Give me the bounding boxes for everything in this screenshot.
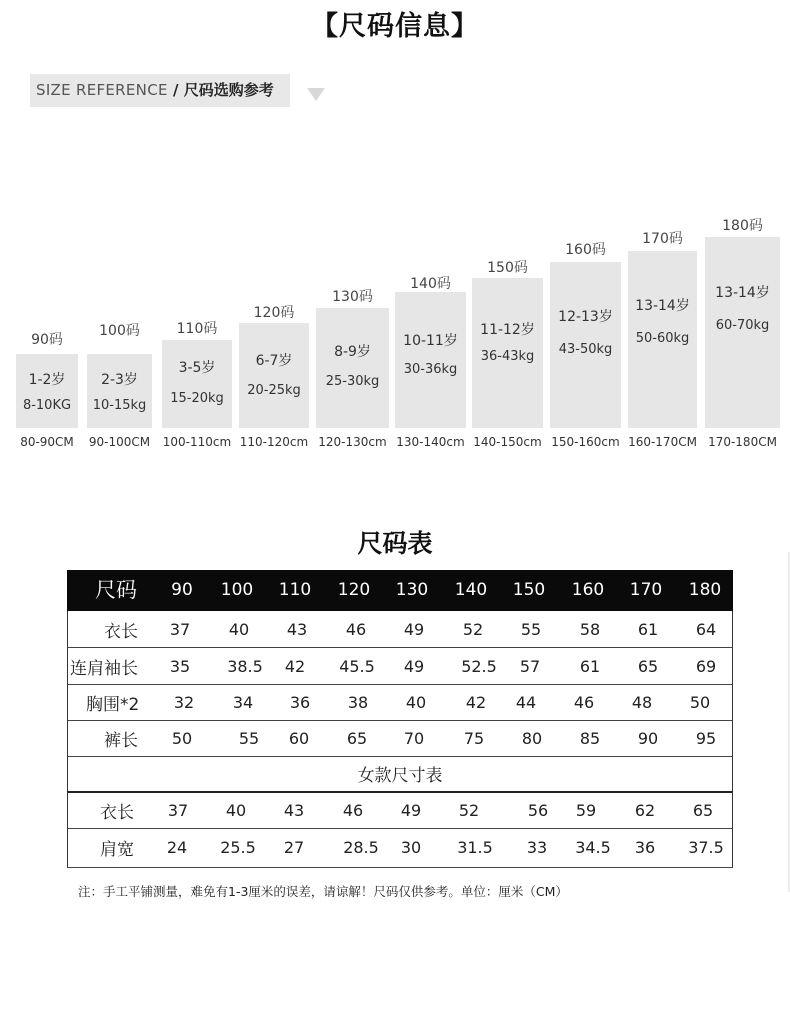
size-box [239, 323, 309, 428]
table-cell: 52 [462, 619, 484, 639]
table-cell: 42 [465, 692, 487, 712]
table-cell: 59 [575, 800, 597, 820]
size-label: 90码 [31, 332, 63, 348]
weight-range: 10-15kg [92, 398, 147, 413]
size-label: 180码 [722, 218, 763, 234]
table-cell: 55 [520, 619, 542, 639]
header-size-cell: 130 [395, 580, 429, 600]
table-cell: 50 [171, 728, 193, 748]
size-table-title: 尺码表 [357, 529, 433, 558]
age-range: 1-2岁 [28, 372, 66, 388]
height-range: 100-110cm [162, 435, 232, 449]
height-range: 110-120cm [239, 435, 309, 449]
age-range: 8-9岁 [334, 344, 371, 360]
women-size-banner [67, 756, 733, 791]
header-size-cell: 120 [337, 580, 371, 600]
age-range: 13-14岁 [635, 298, 690, 314]
weight-range: 50-60kg [635, 331, 690, 346]
height-range: 150-160cm [551, 435, 620, 449]
table-cell: 52.5 [461, 656, 497, 676]
table-cell: 42 [284, 656, 306, 676]
age-range: 6-7岁 [255, 353, 293, 369]
weight-range: 43-50kg [558, 342, 613, 357]
height-range: 80-90CM [20, 435, 74, 449]
table-cell: 31.5 [457, 838, 493, 857]
table-cell: 38.5 [227, 656, 263, 676]
size-box [162, 340, 232, 428]
table-cell: 45.5 [339, 656, 375, 676]
row-divider [67, 867, 733, 868]
table-cell: 27 [283, 838, 305, 857]
table-cell: 85 [579, 728, 601, 748]
age-range: 3-5岁 [178, 360, 216, 376]
size-column [87, 0, 152, 460]
table-cell: 40 [405, 692, 427, 712]
table-cell: 65 [637, 656, 659, 676]
header-size-label: 尺码 [95, 578, 137, 602]
weight-range: 25-30kg [325, 374, 380, 389]
size-label: 130码 [332, 289, 373, 305]
table-cell: 48 [631, 692, 653, 712]
age-range: 13-14岁 [715, 285, 770, 301]
size-box [16, 354, 78, 428]
row-label: 胸围*2 [86, 694, 140, 715]
table-cell: 24 [166, 838, 188, 857]
table-cell: 37.5 [688, 838, 724, 857]
size-column [395, 0, 466, 460]
table-cell: 43 [286, 619, 308, 639]
table-cell: 65 [346, 728, 368, 748]
table-cell: 46 [573, 692, 595, 712]
table-row [67, 611, 733, 647]
weight-range: 8-10KG [22, 398, 72, 413]
table-cell: 40 [225, 800, 247, 820]
size-column [705, 0, 780, 460]
table-cell: 36 [289, 692, 311, 712]
height-range: 160-170CM [628, 435, 697, 449]
table-cell: 30 [400, 838, 422, 857]
size-column [472, 0, 543, 460]
table-cell: 58 [579, 619, 601, 639]
table-cell: 43 [283, 800, 305, 820]
table-cell: 90 [637, 728, 659, 748]
row-label: 衣长 [100, 802, 134, 823]
table-cell: 56 [527, 800, 549, 820]
height-range: 130-140cm [396, 435, 465, 449]
weight-range: 60-70kg [715, 318, 770, 333]
header-size-cell: 140 [454, 580, 488, 600]
table-cell: 49 [403, 619, 425, 639]
table-header [67, 570, 733, 611]
size-table [67, 570, 733, 868]
table-cell: 57 [519, 656, 541, 676]
weight-range: 20-25kg [247, 383, 301, 398]
table-cell: 44 [515, 692, 537, 712]
size-column [239, 0, 309, 460]
row-label: 裤长 [104, 730, 138, 751]
table-cell: 36 [634, 838, 656, 857]
size-label: 170码 [642, 231, 683, 247]
table-cell: 70 [403, 728, 425, 748]
table-cell: 69 [695, 656, 717, 676]
table-row [67, 648, 733, 684]
size-box [316, 308, 389, 428]
table-cell: 46 [345, 619, 367, 639]
height-range: 140-150cm [473, 435, 542, 449]
size-label: 160码 [565, 242, 606, 258]
table-cell: 95 [695, 728, 717, 748]
women-size-title: 女款尺寸表 [357, 766, 443, 786]
table-cell: 37 [167, 800, 189, 820]
table-cell: 62 [634, 800, 656, 820]
size-column [316, 0, 389, 460]
table-cell: 28.5 [343, 838, 379, 857]
table-row [67, 684, 733, 720]
table-cell: 60 [288, 728, 310, 748]
size-label: 110码 [176, 321, 218, 337]
table-cell: 50 [689, 692, 711, 712]
table-cell: 49 [400, 800, 422, 820]
size-label: 150码 [487, 260, 528, 276]
table-row [67, 720, 733, 756]
size-reference-separator: / [167, 81, 184, 99]
age-range: 10-11岁 [403, 333, 458, 349]
table-row [67, 792, 733, 828]
table-cell: 61 [637, 619, 659, 639]
table-cell: 33 [526, 838, 548, 857]
header-size-cell: 150 [512, 580, 546, 600]
weight-range: 30-36kg [403, 362, 458, 377]
weight-range: 36-43kg [480, 349, 535, 364]
size-box [87, 354, 152, 428]
height-range: 90-100CM [88, 435, 151, 449]
header-size-cell: 180 [688, 580, 722, 600]
table-cell: 61 [579, 656, 601, 676]
table-cell: 64 [695, 619, 717, 639]
table-cell: 46 [342, 800, 364, 820]
row-label: 衣长 [104, 621, 138, 642]
table-cell: 75 [463, 728, 485, 748]
table-cell: 35 [169, 656, 191, 676]
header-size-cell: 170 [629, 580, 663, 600]
page-title: 【尺码信息】 [311, 11, 479, 42]
header-size-cell: 110 [278, 580, 312, 600]
table-cell: 25.5 [220, 838, 256, 857]
table-row [67, 828, 733, 867]
table-cell: 38 [347, 692, 369, 712]
table-cell: 34 [232, 692, 254, 712]
age-range: 12-13岁 [558, 309, 613, 325]
size-label: 120码 [253, 305, 295, 321]
height-range: 170-180CM [708, 435, 777, 449]
size-column [16, 0, 78, 460]
size-column [550, 0, 621, 460]
row-label: 肩宽 [100, 840, 134, 860]
header-size-cell: 160 [571, 580, 605, 600]
size-box [395, 292, 466, 428]
size-label: 140码 [410, 276, 451, 292]
weight-range: 15-20kg [170, 391, 224, 406]
measurement-note: 注：手工平铺测量，难免有1-3厘米的误差，请谅解！尺码仅供参考。单位：厘米（CM） [78, 884, 568, 899]
size-reference-cn: 尺码选购参考 [183, 81, 274, 99]
height-range: 120-130cm [318, 435, 387, 449]
table-cell: 49 [403, 656, 425, 676]
table-cell: 52 [458, 800, 480, 820]
header-size-cell: 90 [171, 580, 193, 600]
age-range: 11-12岁 [480, 322, 535, 338]
table-cell: 55 [238, 728, 260, 748]
table-cell: 65 [692, 800, 714, 820]
table-cell: 32 [173, 692, 195, 712]
table-cell: 34.5 [575, 838, 611, 857]
size-label: 100码 [99, 323, 140, 339]
row-label: 连肩袖长 [70, 658, 138, 679]
size-column [628, 0, 697, 460]
table-cell: 40 [228, 619, 250, 639]
size-column [162, 0, 232, 460]
table-cell: 37 [169, 619, 191, 639]
age-range: 2-3岁 [101, 372, 138, 388]
table-cell: 80 [521, 728, 543, 748]
size-reference-en: SIZE REFERENCE [36, 81, 168, 99]
header-size-cell: 100 [220, 580, 254, 600]
